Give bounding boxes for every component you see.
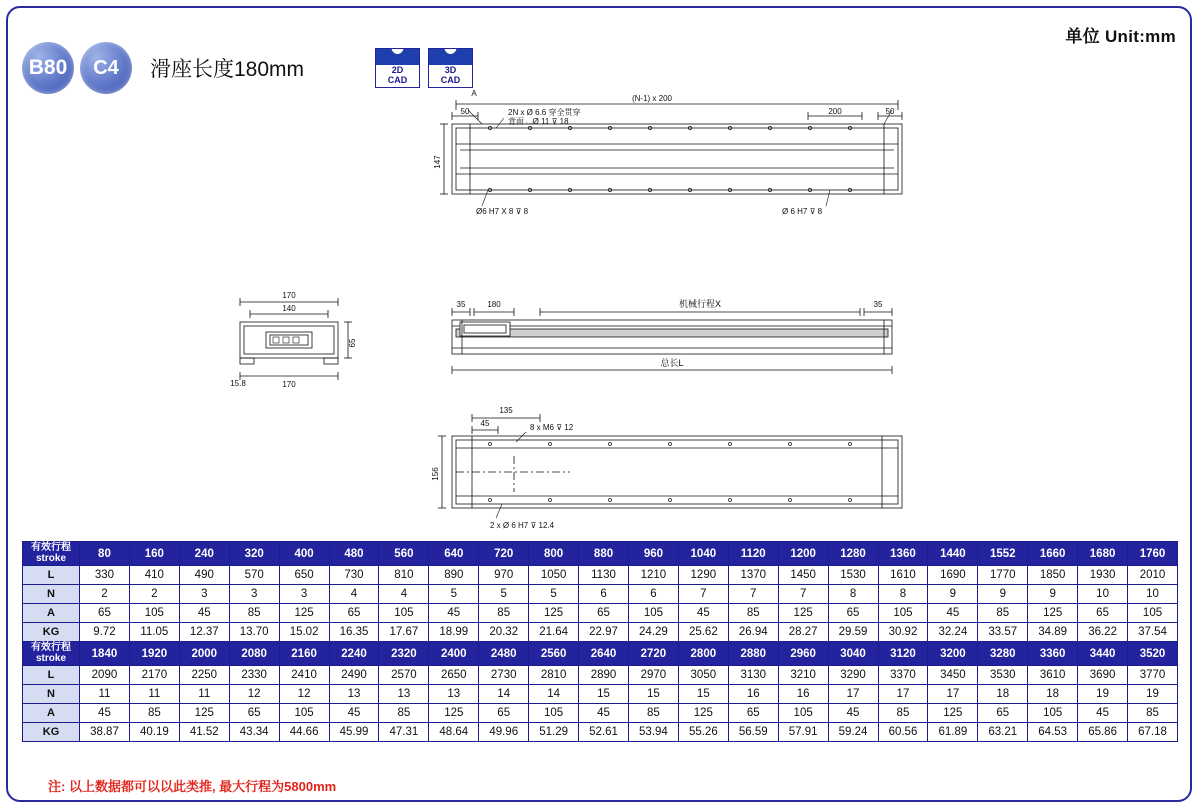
cell-kg: 67.18 <box>1128 723 1178 742</box>
cell-l: 1130 <box>579 566 629 585</box>
stroke-value: 2160 <box>279 642 329 666</box>
spec-table <box>22 541 1178 742</box>
cell-l: 3210 <box>778 666 828 685</box>
cell-n: 17 <box>928 685 978 704</box>
cell-a: 85 <box>479 604 529 623</box>
stroke-value: 480 <box>329 542 379 566</box>
cell-n: 12 <box>229 685 279 704</box>
cell-kg: 63.21 <box>978 723 1028 742</box>
cell-a: 85 <box>1128 704 1178 723</box>
cell-a: 105 <box>778 704 828 723</box>
cell-kg: 51.29 <box>529 723 579 742</box>
note-hole-counterbore: 背面 ⌴Ø 11 ⊽ 18 <box>508 117 569 126</box>
cell-kg: 38.87 <box>80 723 130 742</box>
stroke-value: 800 <box>529 542 579 566</box>
cell-l: 2250 <box>179 666 229 685</box>
cell-a: 105 <box>129 604 179 623</box>
cell-n: 18 <box>978 685 1028 704</box>
stroke-value: 2080 <box>229 642 279 666</box>
cell-l: 2730 <box>479 666 529 685</box>
cell-a: 125 <box>179 704 229 723</box>
cell-a: 65 <box>828 604 878 623</box>
cell-a: 125 <box>1028 604 1078 623</box>
cell-kg: 36.22 <box>1078 623 1128 642</box>
cell-kg: 47.31 <box>379 723 429 742</box>
cell-kg: 59.24 <box>828 723 878 742</box>
cell-a: 45 <box>80 704 130 723</box>
cell-n: 19 <box>1078 685 1128 704</box>
cell-n: 6 <box>628 585 678 604</box>
stroke-value: 2720 <box>628 642 678 666</box>
cell-l: 410 <box>129 566 179 585</box>
cell-kg: 22.97 <box>579 623 629 642</box>
cell-n: 15 <box>678 685 728 704</box>
cell-l: 2410 <box>279 666 329 685</box>
cell-n: 18 <box>1028 685 1078 704</box>
cell-l: 2090 <box>80 666 130 685</box>
cell-a: 125 <box>529 604 579 623</box>
cell-l: 2890 <box>579 666 629 685</box>
row-label-a: A <box>23 704 80 723</box>
cell-kg: 29.59 <box>828 623 878 642</box>
stroke-value: 3120 <box>878 642 928 666</box>
cell-n: 8 <box>828 585 878 604</box>
cell-kg: 32.24 <box>928 623 978 642</box>
cell-l: 3690 <box>1078 666 1128 685</box>
cell-a: 85 <box>728 604 778 623</box>
cell-a: 65 <box>728 704 778 723</box>
cell-n: 5 <box>479 585 529 604</box>
cell-l: 3370 <box>878 666 928 685</box>
cell-l: 1690 <box>928 566 978 585</box>
stroke-label-cn: 有效行程 <box>31 542 71 553</box>
cell-n: 4 <box>379 585 429 604</box>
cell-a: 65 <box>329 604 379 623</box>
cell-l: 2570 <box>379 666 429 685</box>
cell-n: 13 <box>329 685 379 704</box>
cell-l: 2650 <box>429 666 479 685</box>
row-label-n: N <box>23 685 80 704</box>
cell-l: 2810 <box>529 666 579 685</box>
cad-3d-label-line1: 3D <box>444 65 457 76</box>
stroke-value: 1200 <box>778 542 828 566</box>
cell-l: 2170 <box>129 666 179 685</box>
table-row <box>23 623 1178 642</box>
cell-n: 7 <box>678 585 728 604</box>
cell-a: 85 <box>878 704 928 723</box>
cell-l: 1930 <box>1078 566 1128 585</box>
stroke-value: 1920 <box>129 642 179 666</box>
dim-width-170-bottom: 170 <box>282 380 296 389</box>
stroke-value: 720 <box>479 542 529 566</box>
stroke-value: 2640 <box>579 642 629 666</box>
badge-model-b80: B80 <box>22 42 74 94</box>
table-header-row <box>23 542 1178 566</box>
label-section-a: A <box>471 89 477 98</box>
note-pin-bottom: 2 x Ø 6 H7 ⊽ 12.4 <box>490 521 555 530</box>
cell-l: 1530 <box>828 566 878 585</box>
cell-l: 1370 <box>728 566 778 585</box>
dim-45: 45 <box>480 419 490 428</box>
stroke-value: 1040 <box>678 542 728 566</box>
note-hole-count: 2N x Ø 6.6 穿全贯穿 <box>508 108 581 117</box>
cell-kg: 26.94 <box>728 623 778 642</box>
cell-l: 1210 <box>628 566 678 585</box>
dim-height-147: 147 <box>433 155 442 169</box>
cell-a: 85 <box>978 604 1028 623</box>
cell-kg: 44.66 <box>279 723 329 742</box>
drawing-cross-section <box>228 288 358 396</box>
cad-2d-icon <box>376 49 419 65</box>
cell-a: 65 <box>579 604 629 623</box>
cell-l: 1290 <box>678 566 728 585</box>
row-label-kg: KG <box>23 623 80 642</box>
cell-a: 65 <box>978 704 1028 723</box>
cell-kg: 18.99 <box>429 623 479 642</box>
cell-l: 3050 <box>678 666 728 685</box>
cell-kg: 33.57 <box>978 623 1028 642</box>
stroke-value: 240 <box>179 542 229 566</box>
stroke-value: 2800 <box>678 642 728 666</box>
stroke-value: 2880 <box>728 642 778 666</box>
cell-l: 2490 <box>329 666 379 685</box>
note-pin-right: Ø 6 H7 ⊽ 8 <box>782 207 823 216</box>
cell-kg: 49.96 <box>479 723 529 742</box>
cell-kg: 41.52 <box>179 723 229 742</box>
cell-kg: 12.37 <box>179 623 229 642</box>
stroke-value: 3440 <box>1078 642 1128 666</box>
stroke-value: 1660 <box>1028 542 1078 566</box>
stroke-value: 320 <box>229 542 279 566</box>
dim-height-65: 65 <box>348 338 357 348</box>
note-pin-left: Ø6 H7 X 8 ⊽ 8 <box>476 207 529 216</box>
cell-kg: 45.99 <box>329 723 379 742</box>
cell-a: 85 <box>129 704 179 723</box>
stroke-label-en: stroke <box>35 552 66 564</box>
stroke-value: 3360 <box>1028 642 1078 666</box>
dim-35-left: 35 <box>456 300 466 309</box>
badge-model-c4: C4 <box>80 42 132 94</box>
cell-l: 3450 <box>928 666 978 685</box>
cell-n: 9 <box>928 585 978 604</box>
cell-l: 1610 <box>878 566 928 585</box>
cell-kg: 16.35 <box>329 623 379 642</box>
cell-l: 3770 <box>1128 666 1178 685</box>
cell-kg: 57.91 <box>778 723 828 742</box>
stroke-value: 3280 <box>978 642 1028 666</box>
cell-a: 45 <box>179 604 229 623</box>
cell-kg: 48.64 <box>429 723 479 742</box>
dim-left-end: 50 <box>460 107 470 116</box>
stroke-row-label <box>23 642 80 666</box>
model-badges <box>22 42 304 94</box>
cell-n: 4 <box>329 585 379 604</box>
stroke-value: 960 <box>628 542 678 566</box>
stroke-value: 400 <box>279 542 329 566</box>
cell-a: 125 <box>429 704 479 723</box>
cell-a: 65 <box>80 604 130 623</box>
cell-a: 85 <box>229 604 279 623</box>
cell-n: 8 <box>878 585 928 604</box>
row-label-l: L <box>23 566 80 585</box>
cell-kg: 34.89 <box>1028 623 1078 642</box>
stroke-value: 1840 <box>80 642 130 666</box>
dim-180: 180 <box>487 300 501 309</box>
cell-n: 5 <box>429 585 479 604</box>
stroke-value: 640 <box>429 542 479 566</box>
cell-l: 330 <box>80 566 130 585</box>
note-screw-m6: 8 x M6 ⊽ 12 <box>530 423 574 432</box>
cell-kg: 60.56 <box>878 723 928 742</box>
cell-kg: 9.72 <box>80 623 130 642</box>
stroke-value: 2960 <box>778 642 828 666</box>
label-total-length: 总长L <box>660 358 684 368</box>
cell-n: 10 <box>1078 585 1128 604</box>
cell-l: 1850 <box>1028 566 1078 585</box>
dim-height-156: 156 <box>431 467 440 481</box>
cell-n: 11 <box>179 685 229 704</box>
cell-a: 45 <box>1078 704 1128 723</box>
stroke-row-label <box>23 542 80 566</box>
cell-a: 45 <box>828 704 878 723</box>
cell-n: 2 <box>80 585 130 604</box>
cell-a: 125 <box>279 604 329 623</box>
cell-n: 13 <box>379 685 429 704</box>
cell-n: 3 <box>179 585 229 604</box>
cell-n: 9 <box>978 585 1028 604</box>
cell-l: 3530 <box>978 666 1028 685</box>
cell-n: 11 <box>129 685 179 704</box>
stroke-value: 2240 <box>329 642 379 666</box>
cell-kg: 11.05 <box>129 623 179 642</box>
cell-n: 7 <box>778 585 828 604</box>
cell-a: 65 <box>229 704 279 723</box>
table-row <box>23 585 1178 604</box>
unit-label: 单位 Unit:mm <box>1065 27 1176 46</box>
stroke-value: 560 <box>379 542 429 566</box>
cell-l: 890 <box>429 566 479 585</box>
cell-a: 105 <box>379 604 429 623</box>
cell-kg: 20.32 <box>479 623 529 642</box>
cell-a: 105 <box>1028 704 1078 723</box>
dim-135: 135 <box>499 406 513 415</box>
cad-2d-label-line2: CAD <box>387 74 408 85</box>
cell-a: 105 <box>529 704 579 723</box>
cell-kg: 25.62 <box>678 623 728 642</box>
cell-a: 85 <box>628 704 678 723</box>
cell-l: 2010 <box>1128 566 1178 585</box>
cell-n: 17 <box>828 685 878 704</box>
table-row <box>23 566 1178 585</box>
cell-n: 14 <box>479 685 529 704</box>
cell-l: 570 <box>229 566 279 585</box>
dim-width-170-top: 170 <box>282 291 296 300</box>
cell-a: 105 <box>1128 604 1178 623</box>
cell-kg: 43.34 <box>229 723 279 742</box>
cell-l: 650 <box>279 566 329 585</box>
cell-kg: 15.02 <box>279 623 329 642</box>
cad-download-buttons <box>375 48 473 88</box>
cell-l: 2330 <box>229 666 279 685</box>
row-label-kg: KG <box>23 723 80 742</box>
stroke-value: 1680 <box>1078 542 1128 566</box>
cell-l: 2970 <box>628 666 678 685</box>
stroke-value: 1440 <box>928 542 978 566</box>
cell-n: 12 <box>279 685 329 704</box>
cell-n: 19 <box>1128 685 1178 704</box>
cell-n: 16 <box>728 685 778 704</box>
stroke-value: 160 <box>129 542 179 566</box>
cell-a: 125 <box>928 704 978 723</box>
dim-right-end: 50 <box>885 107 895 116</box>
stroke-value: 2400 <box>429 642 479 666</box>
cell-n: 9 <box>1028 585 1078 604</box>
cell-kg: 21.64 <box>529 623 579 642</box>
cell-n: 11 <box>80 685 130 704</box>
cell-kg: 55.26 <box>678 723 728 742</box>
cell-l: 730 <box>329 566 379 585</box>
cell-kg: 65.86 <box>1078 723 1128 742</box>
stroke-value: 1280 <box>828 542 878 566</box>
table-row <box>23 666 1178 685</box>
cell-kg: 64.53 <box>1028 723 1078 742</box>
cad-3d-label-line2: CAD <box>440 74 461 85</box>
stroke-value: 880 <box>579 542 629 566</box>
cell-kg: 52.61 <box>579 723 629 742</box>
cell-kg: 17.67 <box>379 623 429 642</box>
dim-35-right: 35 <box>873 300 883 309</box>
cell-l: 490 <box>179 566 229 585</box>
cell-a: 105 <box>878 604 928 623</box>
drawing-top-view <box>430 88 920 223</box>
row-label-n: N <box>23 585 80 604</box>
cell-kg: 61.89 <box>928 723 978 742</box>
cell-n: 7 <box>728 585 778 604</box>
stroke-value: 2480 <box>479 642 529 666</box>
cad-2d-label-line1: 2D <box>391 65 404 76</box>
cell-kg: 37.54 <box>1128 623 1178 642</box>
page-title: 滑座长度180mm <box>150 58 305 81</box>
cell-n: 17 <box>878 685 928 704</box>
stroke-value: 1552 <box>978 542 1028 566</box>
dim-pitch-200: 200 <box>828 107 842 116</box>
cell-a: 45 <box>579 704 629 723</box>
cell-l: 1770 <box>978 566 1028 585</box>
cell-n: 2 <box>129 585 179 604</box>
cell-kg: 40.19 <box>129 723 179 742</box>
stroke-value: 3040 <box>828 642 878 666</box>
cell-n: 14 <box>529 685 579 704</box>
cell-n: 5 <box>529 585 579 604</box>
table-header-row <box>23 642 1178 666</box>
stroke-value: 1360 <box>878 542 928 566</box>
cell-kg: 30.92 <box>878 623 928 642</box>
cad-2d-button[interactable] <box>375 48 420 88</box>
cell-kg: 56.59 <box>728 723 778 742</box>
cell-n: 15 <box>628 685 678 704</box>
cell-kg: 24.29 <box>628 623 678 642</box>
cell-a: 65 <box>479 704 529 723</box>
stroke-value: 2320 <box>379 642 429 666</box>
cell-a: 45 <box>678 604 728 623</box>
dim-width-140: 140 <box>282 304 296 313</box>
cell-n: 15 <box>579 685 629 704</box>
cell-a: 45 <box>928 604 978 623</box>
cell-kg: 13.70 <box>229 623 279 642</box>
stroke-value: 1760 <box>1128 542 1178 566</box>
cell-a: 105 <box>279 704 329 723</box>
cad-3d-icon <box>429 49 472 65</box>
cell-l: 1450 <box>778 566 828 585</box>
cell-kg: 53.94 <box>628 723 678 742</box>
cell-a: 85 <box>379 704 429 723</box>
cell-l: 1050 <box>529 566 579 585</box>
stroke-label-en: stroke <box>35 652 66 664</box>
table-row <box>23 604 1178 623</box>
cell-n: 13 <box>429 685 479 704</box>
cell-l: 810 <box>379 566 429 585</box>
dim-span-n1x200: (N-1) x 200 <box>631 94 673 103</box>
cell-n: 16 <box>778 685 828 704</box>
cell-n: 6 <box>579 585 629 604</box>
cell-a: 105 <box>628 604 678 623</box>
cad-3d-button[interactable] <box>428 48 473 88</box>
label-mechanical-stroke: 机械行程X <box>678 299 722 309</box>
cell-n: 3 <box>229 585 279 604</box>
cell-l: 3290 <box>828 666 878 685</box>
cell-kg: 28.27 <box>778 623 828 642</box>
cell-l: 970 <box>479 566 529 585</box>
cell-n: 10 <box>1128 585 1178 604</box>
table-footnote: 注: 以上数据都可以以此类推, 最大行程为5800mm <box>48 779 337 794</box>
cell-a: 45 <box>429 604 479 623</box>
cell-a: 45 <box>329 704 379 723</box>
drawing-side-view <box>440 292 910 384</box>
stroke-value: 2000 <box>179 642 229 666</box>
stroke-value: 2560 <box>529 642 579 666</box>
stroke-value: 80 <box>80 542 130 566</box>
table-row <box>23 723 1178 742</box>
row-label-l: L <box>23 666 80 685</box>
cell-l: 3130 <box>728 666 778 685</box>
cell-a: 125 <box>778 604 828 623</box>
cell-n: 3 <box>279 585 329 604</box>
table-row <box>23 704 1178 723</box>
stroke-value: 1120 <box>728 542 778 566</box>
dim-15-8: 15.8 <box>230 379 246 388</box>
table-row <box>23 685 1178 704</box>
stroke-value: 3520 <box>1128 642 1178 666</box>
cell-l: 3610 <box>1028 666 1078 685</box>
drawing-bottom-view <box>430 400 920 530</box>
cell-a: 65 <box>1078 604 1128 623</box>
stroke-value: 3200 <box>928 642 978 666</box>
row-label-a: A <box>23 604 80 623</box>
cell-a: 125 <box>678 704 728 723</box>
stroke-label-cn: 有效行程 <box>31 642 71 653</box>
